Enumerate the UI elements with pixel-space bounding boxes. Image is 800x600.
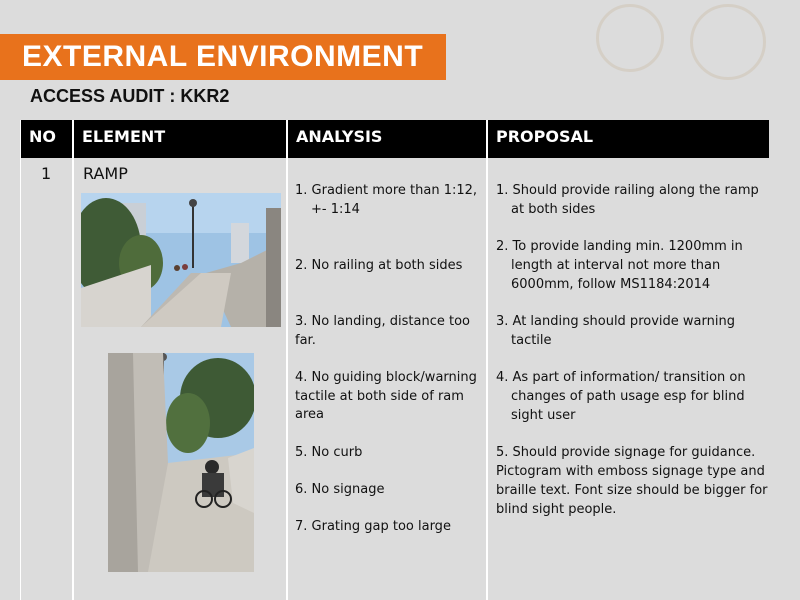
proposal-item-4: 4. As part of information/ transition on: [496, 370, 746, 385]
proposal-item-5-cont: blind sight people.: [496, 502, 617, 517]
analysis-item-5: 5. No curb: [295, 445, 363, 460]
background-logo-left: [596, 4, 664, 72]
analysis-item-2: 2. No railing at both sides: [295, 258, 463, 273]
proposal-item-5-cont: Pictogram with emboss signage type and: [496, 464, 765, 479]
analysis-item-1-cont: +- 1:14: [311, 202, 360, 217]
analysis-item-1: 1. Gradient more than 1:12,: [295, 183, 478, 198]
column-divider: [72, 158, 74, 600]
proposal-item-3: 3. At landing should provide warning: [496, 314, 735, 329]
table-header: [21, 120, 769, 158]
column-divider: [286, 158, 288, 600]
audit-table: [20, 120, 769, 600]
page-title: EXTERNAL ENVIRONMENT: [0, 34, 446, 80]
proposal-item-4-cont: sight user: [511, 408, 576, 423]
column-header-proposal: PROPOSAL: [496, 127, 594, 146]
proposal-item-1: 1. Should provide railing along the ramp: [496, 183, 759, 198]
proposal-item-1-cont: at both sides: [511, 202, 596, 217]
proposal-item-4-cont: changes of path usage esp for blind: [511, 389, 745, 404]
element-name: RAMP: [83, 164, 128, 183]
page-subtitle: ACCESS AUDIT : KKR2: [30, 86, 230, 106]
wheelchair-ramp-photo: [108, 353, 254, 572]
background-logo-right: [690, 4, 766, 80]
proposal-item-3-cont: tactile: [511, 333, 552, 348]
column-header-analysis: ANALYSIS: [288, 120, 488, 158]
analysis-item-7: 7. Grating gap too large: [295, 519, 451, 534]
row-number: 1: [41, 164, 52, 183]
proposal-item-2-cont: length at interval not more than: [511, 258, 721, 273]
analysis-item-3: 3. No landing, distance too far.: [295, 314, 471, 348]
column-header-no: NO: [21, 120, 74, 158]
proposal-item-5: 5. Should provide signage for guidance.: [496, 445, 756, 460]
ramp-photo: [81, 193, 281, 327]
proposal-item-2: 2. To provide landing min. 1200mm in: [496, 239, 743, 254]
column-header-element: ELEMENT: [74, 120, 288, 158]
proposal-item-5-cont: braille text. Font size should be bigger for: [496, 483, 768, 498]
analysis-item-6: 6. No signage: [295, 482, 385, 497]
proposal-item-2-cont: 6000mm, follow MS1184:2014: [511, 277, 711, 292]
column-divider: [486, 158, 488, 600]
analysis-item-4: 4. No guiding block/warning tactile at both side of ram area: [295, 370, 477, 422]
